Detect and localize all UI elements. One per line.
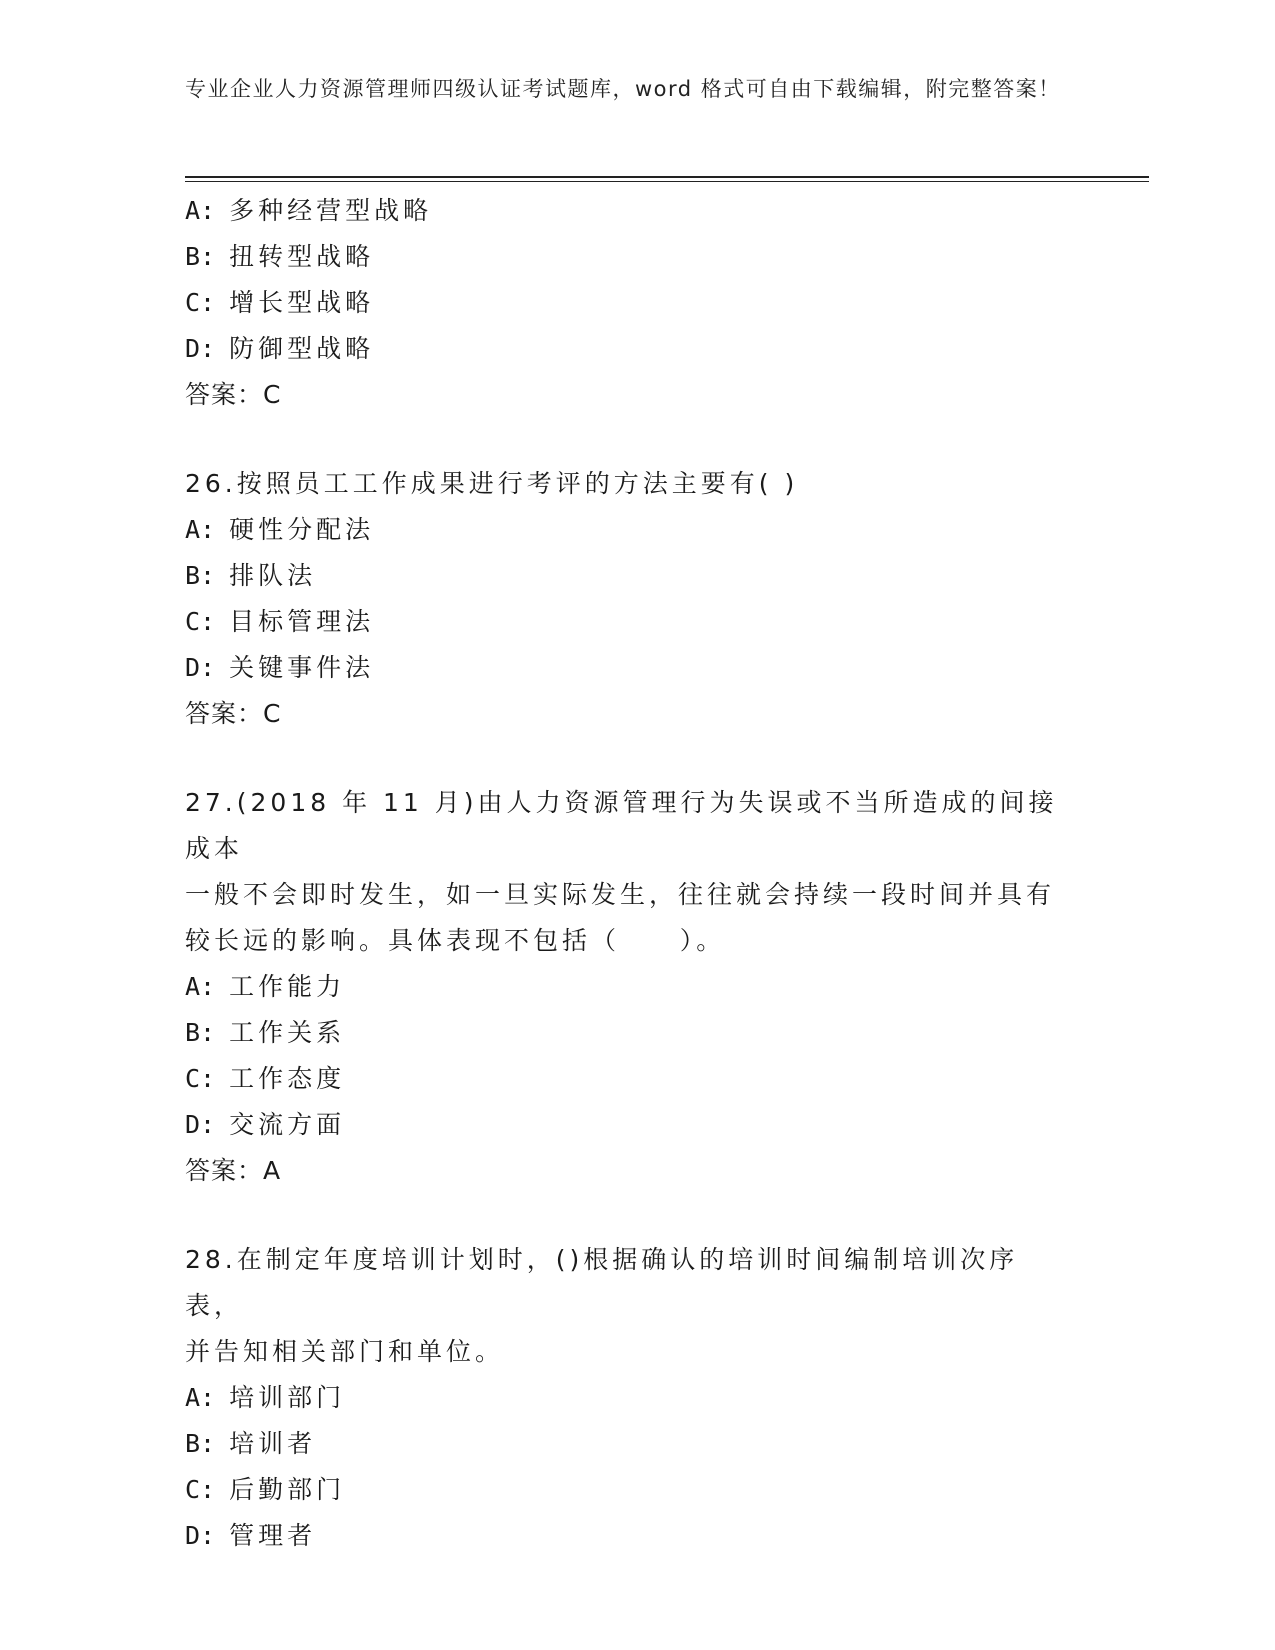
option-letter: A: xyxy=(185,515,216,544)
option-text: 工作能力 xyxy=(229,972,346,1001)
answer-label: 答案：C xyxy=(185,699,282,728)
question-text-line-3: 较长远的影响。具体表现不包括（ ）。 xyxy=(185,926,726,955)
option-a xyxy=(185,1375,1065,1421)
option-text: 后勤部门 xyxy=(229,1475,346,1504)
option-letter: D: xyxy=(185,334,216,363)
option-text: 增长型战略 xyxy=(229,288,375,317)
option-text: 目标管理法 xyxy=(229,607,375,636)
option-c xyxy=(185,1467,1065,1513)
option-letter: A: xyxy=(185,1383,216,1412)
option-letter: B: xyxy=(185,1429,216,1458)
question-block-28 xyxy=(185,1237,1065,1559)
question-list xyxy=(185,188,1065,1559)
option-letter: C: xyxy=(185,1475,216,1504)
option-letter: A: xyxy=(185,972,216,1001)
option-c xyxy=(185,1056,1065,1102)
header-divider-thin xyxy=(185,181,1149,182)
option-letter: B: xyxy=(185,242,216,271)
option-b xyxy=(185,1010,1065,1056)
document-header: 专业企业人力资源管理师四级认证考试题库，word 格式可自由下载编辑，附完整答案！ xyxy=(185,77,1061,101)
option-b xyxy=(185,234,1065,280)
option-letter: D: xyxy=(185,1110,216,1139)
option-c xyxy=(185,599,1065,645)
option-letter: C: xyxy=(185,1064,216,1093)
option-d xyxy=(185,645,1065,691)
option-a xyxy=(185,188,1065,234)
option-text: 交流方面 xyxy=(229,1110,346,1139)
option-letter: B: xyxy=(185,561,216,590)
option-text: 培训部门 xyxy=(229,1383,346,1412)
option-text: 扭转型战略 xyxy=(229,242,375,271)
option-b xyxy=(185,553,1065,599)
question-text-line-2: 并告知相关部门和单位。 xyxy=(185,1337,505,1366)
option-text: 硬性分配法 xyxy=(229,515,375,544)
option-b xyxy=(185,1421,1065,1467)
option-text: 工作关系 xyxy=(229,1018,346,1047)
option-text: 工作态度 xyxy=(229,1064,346,1093)
option-a xyxy=(185,507,1065,553)
option-a xyxy=(185,964,1065,1010)
option-d xyxy=(185,326,1065,372)
option-letter: D: xyxy=(185,653,216,682)
option-letter: C: xyxy=(185,607,216,636)
option-text: 排队法 xyxy=(229,561,317,590)
question-block-25 xyxy=(185,188,1065,418)
option-text: 防御型战略 xyxy=(229,334,375,363)
option-letter: C: xyxy=(185,288,216,317)
option-c xyxy=(185,280,1065,326)
header-divider-thick xyxy=(185,176,1149,178)
option-d xyxy=(185,1102,1065,1148)
option-d xyxy=(185,1513,1065,1559)
answer-label: 答案：A xyxy=(185,1156,282,1185)
option-text: 管理者 xyxy=(229,1521,317,1550)
option-letter: A: xyxy=(185,196,216,225)
question-text: 26.按照员工工作成果进行考评的方法主要有( ) xyxy=(185,469,799,498)
question-block-26 xyxy=(185,461,1065,737)
option-text: 培训者 xyxy=(229,1429,317,1458)
question-block-27 xyxy=(185,780,1065,1194)
question-text-line-2: 一般不会即时发生，如一旦实际发生，往往就会持续一段时间并具有 xyxy=(185,880,1056,909)
option-letter: D: xyxy=(185,1521,216,1550)
question-text-line-1: 28.在制定年度培训计划时，()根据确认的培训时间编制培训次序表， xyxy=(185,1245,1019,1320)
option-text: 多种经营型战略 xyxy=(229,196,433,225)
question-text-line-1: 27.(2018 年 11 月)由人力资源管理行为失误或不当所造成的间接成本 xyxy=(185,788,1058,863)
option-text: 关键事件法 xyxy=(229,653,375,682)
answer-label: 答案：C xyxy=(185,380,282,409)
option-letter: B: xyxy=(185,1018,216,1047)
